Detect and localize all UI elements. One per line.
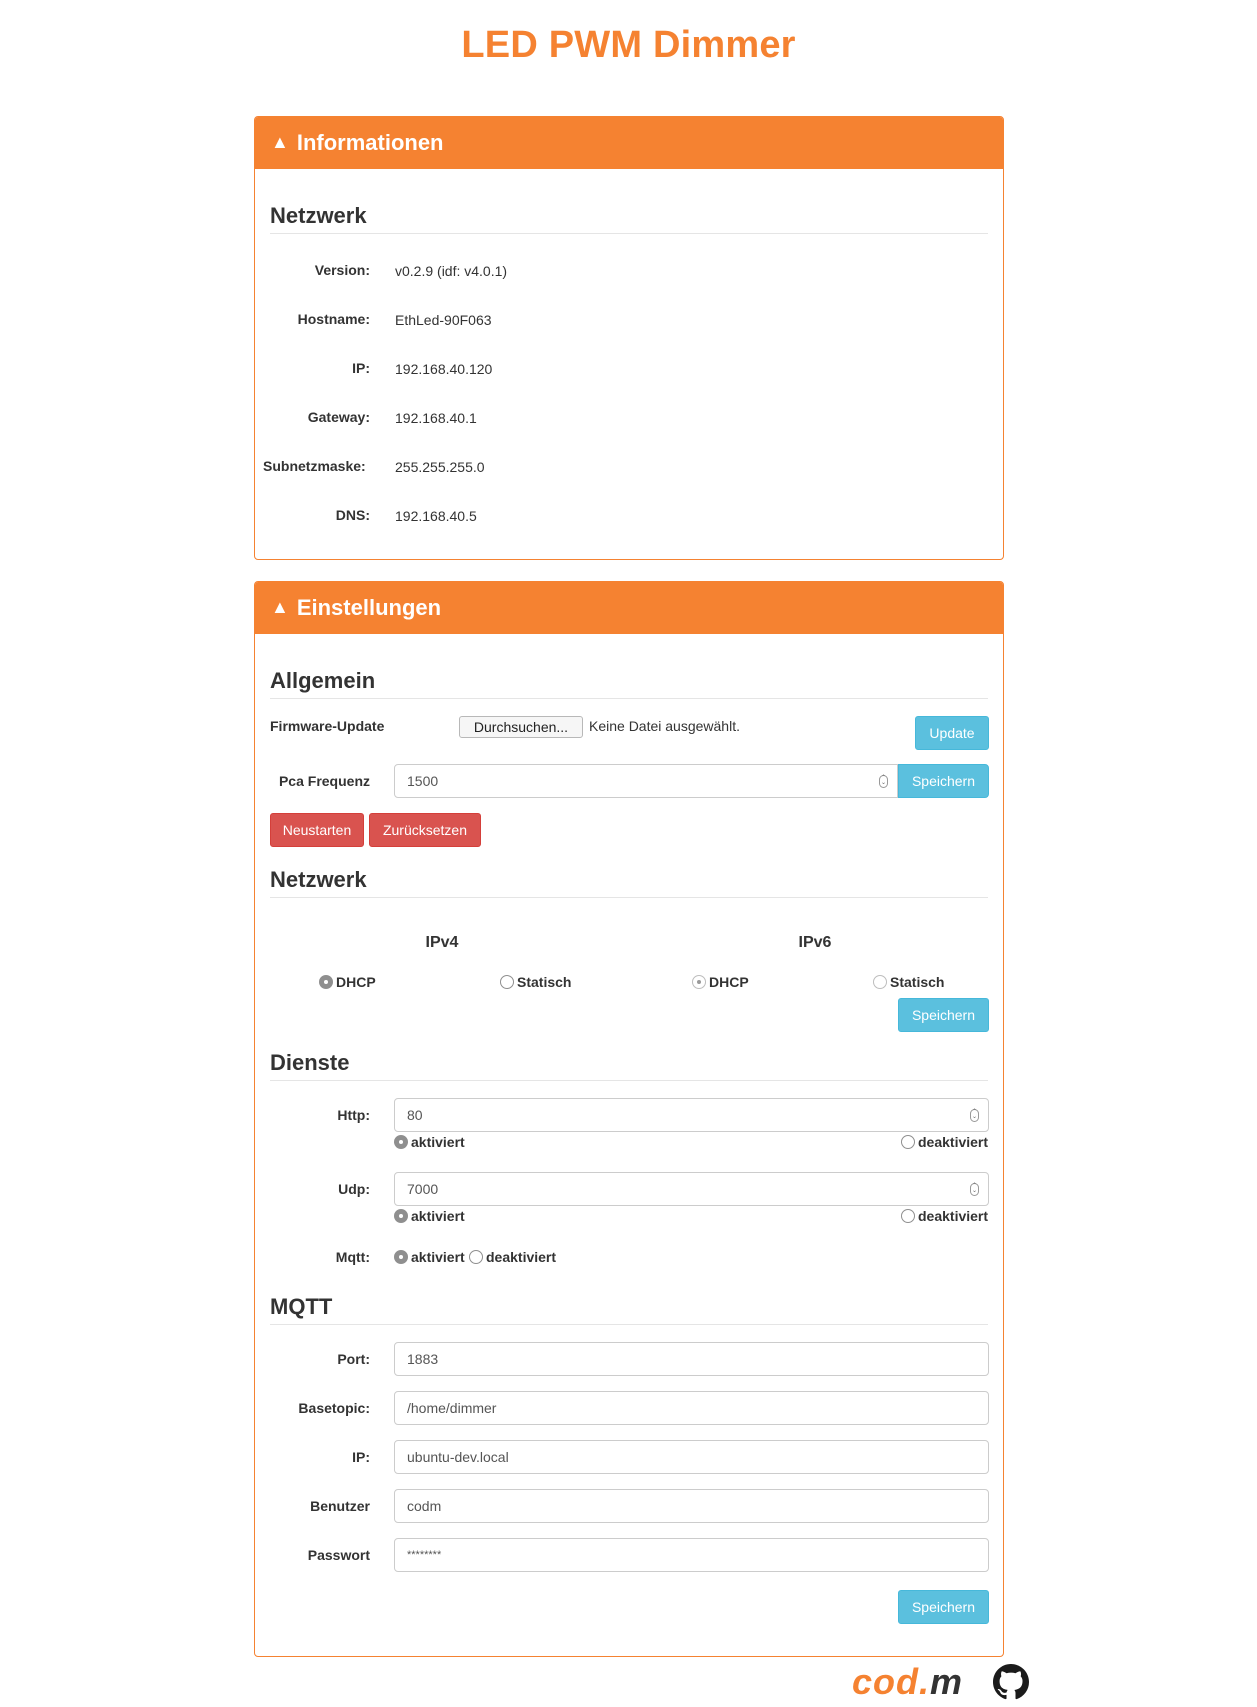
udp-port-value: 7000 [407,1181,439,1197]
http-disabled-radio[interactable] [901,1133,988,1151]
ipv6-dhcp-radio[interactable] [692,973,749,991]
no-file-text: Keine Datei ausgewählt. [589,718,740,734]
radio-icon [500,975,514,989]
general-title: Allgemein [270,668,988,699]
radio-icon [469,1250,483,1264]
mqtt-ip-value: ubuntu-dev.local [407,1449,509,1465]
pca-frequency-value: 1500 [407,773,439,789]
ipv4-dhcp-label: DHCP [336,974,376,990]
mqtt-save-button[interactable]: Speichern [898,1590,989,1624]
collapse-triangle-icon: ▲ [271,597,289,617]
pca-frequency-input[interactable] [394,764,898,798]
udp-label: Udp: [338,1181,370,1197]
version-label: Version: [314,262,370,278]
browse-file-button[interactable]: Durchsuchen... [459,716,583,738]
mqtt-enabled-radio[interactable] [394,1248,465,1266]
ipv4-dhcp-radio[interactable] [319,973,376,991]
udp-enabled-radio[interactable] [394,1207,465,1225]
radio-icon [873,975,887,989]
radio-icon [901,1135,915,1149]
http-port-value: 80 [407,1107,423,1123]
basetopic-value: /home/dimmer [407,1400,497,1416]
user-label: Benutzer [310,1498,370,1514]
udp-enabled-label: aktiviert [411,1208,465,1224]
basetopic-input[interactable] [394,1391,989,1425]
stepper-icon[interactable]: ⌃ ⌄ [971,1183,978,1194]
http-label: Http: [337,1107,370,1123]
ipv6-heading: IPv6 [798,934,832,951]
mqtt-disabled-label: deaktiviert [486,1249,557,1265]
stepper-icon[interactable]: ⌃ ⌄ [880,775,887,786]
http-port-input[interactable] [394,1098,989,1132]
info-panel-title: Informationen [296,130,444,155]
hostname-label: Hostname: [297,311,370,327]
info-panel-body [255,169,1003,559]
mqtt-service-label: Mqtt: [335,1249,370,1265]
settings-panel [254,581,1004,1657]
logo-m: m [930,1661,964,1702]
password-label: Passwort [307,1547,370,1563]
radio-icon [394,1209,408,1223]
udp-disabled-radio[interactable] [901,1207,988,1225]
http-enabled-label: aktiviert [411,1134,465,1150]
http-enabled-radio[interactable] [394,1133,465,1151]
page-title: LED PWM Dimmer [461,24,796,66]
ipv6-static-radio[interactable] [873,973,944,991]
radio-icon [901,1209,915,1223]
ipv6-static-label: Statisch [890,974,945,990]
radio-icon [319,975,333,989]
user-input[interactable] [394,1489,989,1523]
user-value: codm [407,1498,442,1514]
udp-disabled-label: deaktiviert [918,1208,989,1224]
udp-port-input[interactable] [394,1172,989,1206]
version-value: v0.2.9 (idf: v4.0.1) [395,263,508,279]
network-save-button[interactable]: Speichern [898,998,989,1032]
basetopic-label: Basetopic: [298,1400,370,1416]
info-network-title: Netzwerk [270,203,988,234]
network-title: Netzwerk [270,867,988,898]
reset-button[interactable]: Zurücksetzen [369,813,481,847]
restart-button[interactable]: Neustarten [270,813,364,847]
hostname-value: EthLed-90F063 [395,312,492,328]
mqtt-title: MQTT [270,1294,988,1325]
ipv6-dhcp-label: DHCP [709,974,749,990]
stepper-icon[interactable]: ⌃ ⌄ [971,1109,978,1120]
subnet-label: Subnetzmaske: [263,458,366,474]
mqtt-ip-label: IP: [352,1449,370,1465]
mqtt-ip-input[interactable] [394,1440,989,1474]
info-panel-heading[interactable] [255,117,1003,169]
collapse-triangle-icon: ▲ [271,132,289,152]
settings-panel-title: Einstellungen [296,595,442,620]
ipv4-heading: IPv4 [425,934,459,951]
logo-text: cod [852,1661,920,1702]
radio-icon [394,1135,408,1149]
ipv4-static-radio[interactable] [500,973,571,991]
radio-icon [394,1250,408,1264]
firmware-update-label: Firmware-Update [270,718,385,734]
pca-save-button[interactable]: Speichern [898,764,989,798]
dns-value: 192.168.40.5 [395,508,477,524]
mqtt-port-value: 1883 [407,1351,439,1367]
subnet-value: 255.255.255.0 [395,459,485,475]
radio-icon [692,975,706,989]
services-title: Dienste [270,1050,988,1081]
mqtt-port-label: Port: [337,1351,370,1367]
mqtt-port-input[interactable] [394,1342,989,1376]
github-icon[interactable] [993,1664,1029,1700]
mqtt-disabled-radio[interactable] [469,1248,556,1266]
gateway-label: Gateway: [307,409,370,425]
ip-value: 192.168.40.120 [395,361,493,377]
update-button[interactable]: Update [915,716,989,750]
ip-label: IP: [352,360,370,376]
logo-dot: . [919,1661,931,1702]
settings-panel-body [255,634,1003,1656]
pca-frequency-label: Pca Frequenz [278,773,370,789]
settings-panel-heading[interactable] [255,582,1003,634]
info-panel [254,116,1004,560]
http-disabled-label: deaktiviert [918,1134,989,1150]
dns-label: DNS: [335,507,370,523]
gateway-value: 192.168.40.1 [395,410,477,426]
password-value: ******** [407,1549,442,1561]
ipv4-static-label: Statisch [517,974,572,990]
codm-logo[interactable] [852,1661,964,1702]
password-input[interactable] [394,1538,989,1572]
mqtt-enabled-label: aktiviert [411,1249,465,1265]
